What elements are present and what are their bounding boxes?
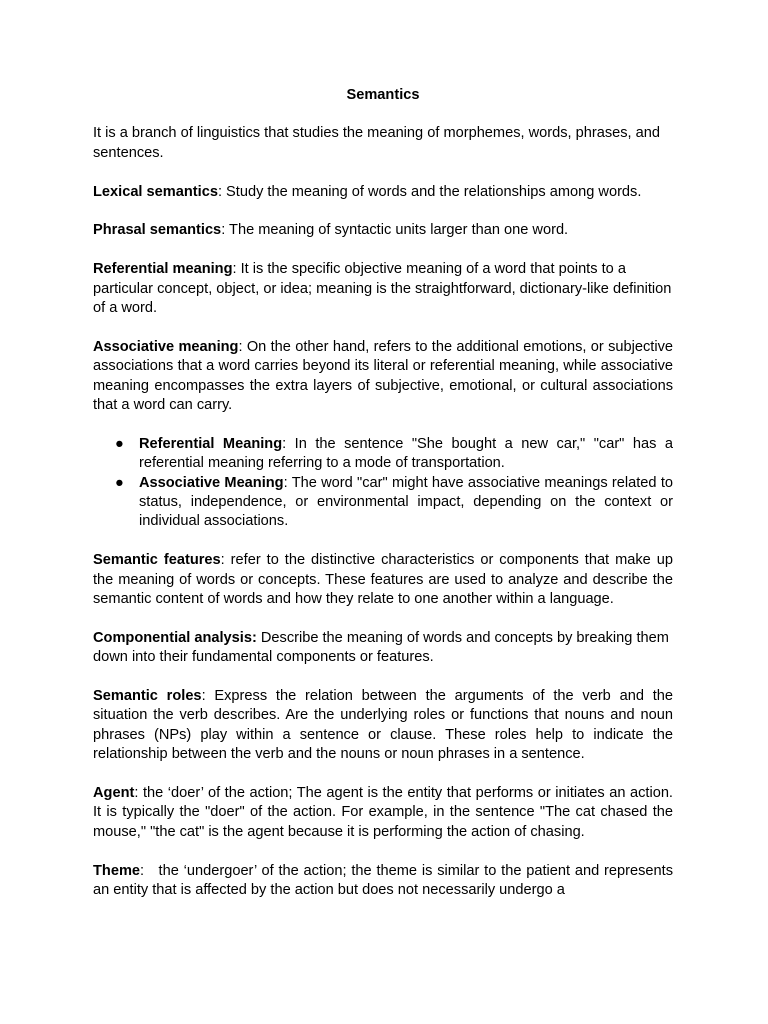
definition-text: : On the other hand, refers to the additional emotions, or subjective associations that a word carries beyond its literal or referential meaning, while associative meaning encompasses the extra layers of subjective, emotional, or cultural associations that a word can carry. — [93, 338, 673, 414]
definition-term: Componential analysis: — [93, 629, 257, 646]
definition-lexical-semantics — [93, 183, 673, 202]
definition-term: Semantic roles — [93, 688, 202, 705]
definition-semantic-features — [93, 551, 673, 609]
definition-text: Describe the meaning of words and concepts by breaking them down into their fundamental components or features. — [93, 629, 669, 666]
definition-text: : It is the specific objective meaning of a word that points to a particular concept, object, or idea; meaning is the straightforward, dictionary-like definition of a word. — [93, 261, 672, 317]
definition-componential-analysis — [93, 629, 673, 668]
example-text: : The word "car" might have associative meanings related to status, independence, or environmental impact, depending on the context or individual associations. — [139, 474, 673, 530]
definition-phrasal-semantics — [93, 221, 673, 240]
definition-text: : the ‘doer’ of the action; The agent is the entity that performs or initiates an action. It is typically the "doer" of the action. For example, in the sentence "The cat chased the mouse," "the cat" is the agent because it is performing the action of chasing. — [93, 785, 673, 840]
definition-term: Phrasal semantics — [93, 222, 222, 239]
definition-associative-meaning — [93, 338, 673, 416]
definition-agent — [93, 784, 673, 842]
definition-referential-meaning — [93, 260, 673, 318]
definition-term: Referential meaning — [93, 261, 233, 278]
document-page — [93, 86, 678, 920]
page-title: Semantics — [346, 87, 420, 103]
list-item — [115, 435, 674, 474]
definition-semantic-roles — [93, 687, 673, 765]
definition-term: Semantic features — [93, 552, 221, 569]
definition-term: Lexical semantics — [93, 183, 218, 200]
definition-text: : the ‘undergoer’ of the action; the theme is similar to the patient and represents an entity that is affected by the action but does not necessarily undergo a — [93, 862, 678, 899]
definition-text: : Express the relation between the arguments of the verb and the situation the verb describes. Are the underlying roles or functions that nouns and noun phrases (NPs) play within a sentence or clause. These roles help to indicate the relationship between the verb and the nouns or noun phrases in a sentence. — [93, 688, 674, 763]
definition-term: Associative meaning — [93, 338, 239, 355]
examples-list — [93, 435, 673, 532]
example-term: Associative Meaning — [139, 474, 284, 491]
bullet-icon: ● — [115, 435, 124, 452]
example-text: : In the sentence "She bought a new car," "car" has a referential meaning referring to a mode of transportation. — [139, 435, 674, 472]
definition-theme — [93, 862, 678, 901]
example-term: Referential Meaning — [139, 435, 283, 452]
list-item — [115, 474, 673, 532]
definition-text: : Study the meaning of words and the relationships among words. — [217, 183, 642, 200]
definition-term: Theme — [93, 862, 141, 879]
bullet-icon: ● — [115, 474, 124, 491]
intro-paragraph: It is a branch of linguistics that studies the meaning of morphemes, words, phrases, and sentences. — [93, 125, 661, 161]
definition-text: : The meaning of syntactic units larger than one word. — [221, 222, 569, 239]
definition-term: Agent — [93, 785, 135, 802]
definition-text: : refer to the distinctive characteristics or components that make up the meaning of words or concepts. These features are used to analyze and describe the semantic content of words and how they relate to one another within a language. — [93, 552, 673, 608]
